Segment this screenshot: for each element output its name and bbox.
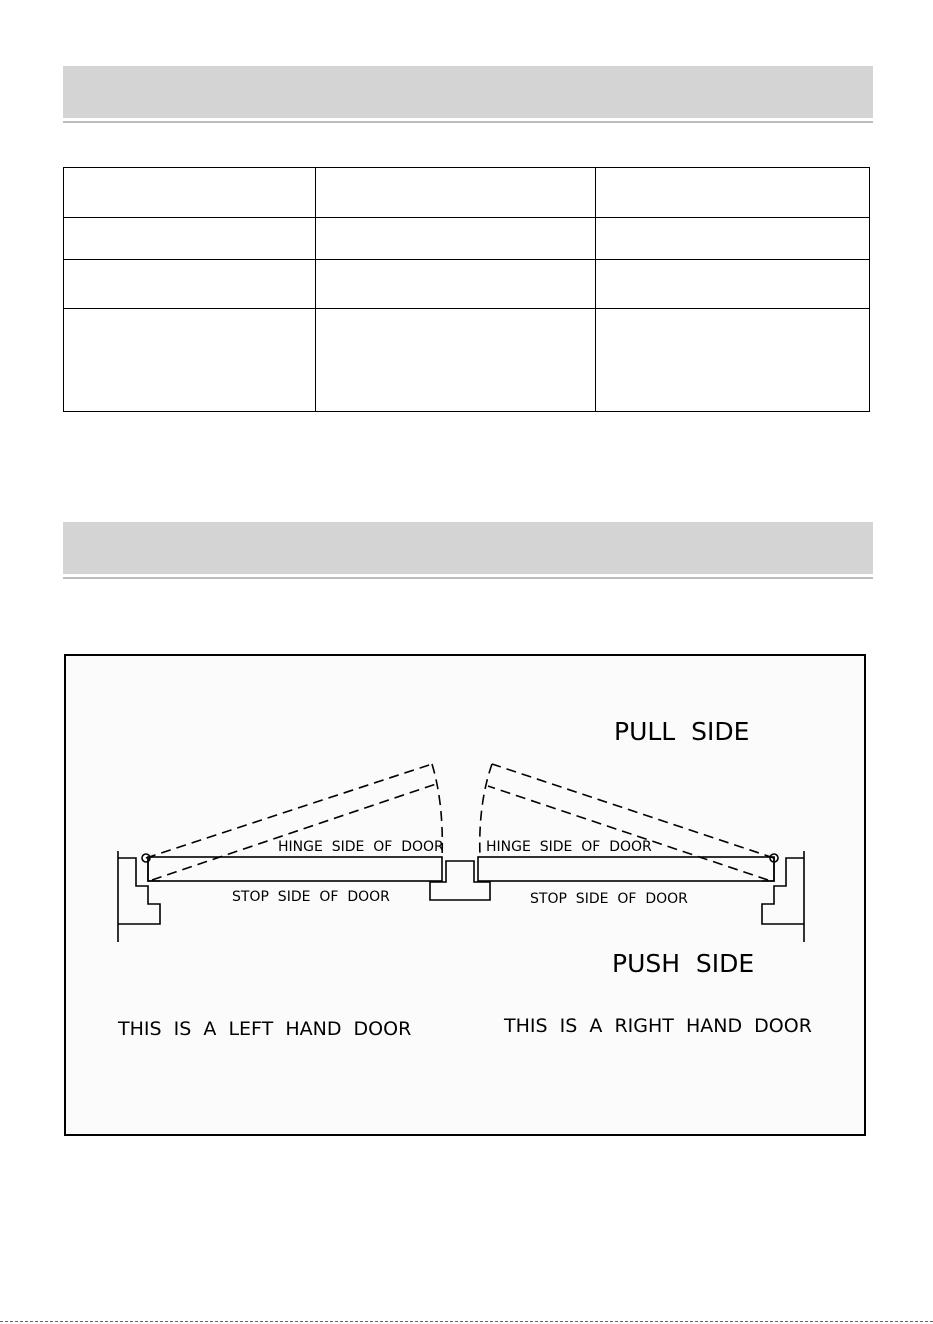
specification-table — [63, 167, 870, 412]
table-cell — [596, 309, 870, 412]
left-hinge-side-label: HINGE SIDE OF DOOR — [278, 839, 444, 855]
left-hand-door-caption: THIS IS A LEFT HAND DOOR — [118, 1018, 412, 1040]
table-cell — [316, 218, 596, 260]
table-cell — [596, 168, 870, 218]
table-cell — [596, 260, 870, 309]
pull-side-label: PULL SIDE — [614, 717, 750, 746]
left-stop-side-label: STOP SIDE OF DOOR — [232, 889, 390, 905]
table-row — [64, 260, 870, 309]
right-stop-side-label: STOP SIDE OF DOOR — [530, 891, 688, 907]
section-divider-1 — [63, 121, 873, 123]
table-row — [64, 309, 870, 412]
page-bottom-edge — [0, 1321, 933, 1322]
section-divider-2 — [63, 577, 873, 579]
table-cell — [596, 218, 870, 260]
right-hand-door-caption: THIS IS A RIGHT HAND DOOR — [504, 1015, 812, 1037]
door-handing-drawing — [64, 654, 866, 1136]
section-header-bar-2 — [63, 522, 873, 574]
section-header-bar-1 — [63, 66, 873, 118]
right-hinge-side-label: HINGE SIDE OF DOOR — [486, 839, 652, 855]
table-row — [64, 218, 870, 260]
table-cell — [316, 309, 596, 412]
table-cell — [64, 309, 316, 412]
door-handing-diagram — [64, 654, 866, 1136]
table-cell — [64, 260, 316, 309]
table-cell — [316, 260, 596, 309]
table-cell — [64, 218, 316, 260]
push-side-label: PUSH SIDE — [612, 949, 755, 978]
table-row — [64, 168, 870, 218]
table-cell — [316, 168, 596, 218]
table-cell — [64, 168, 316, 218]
